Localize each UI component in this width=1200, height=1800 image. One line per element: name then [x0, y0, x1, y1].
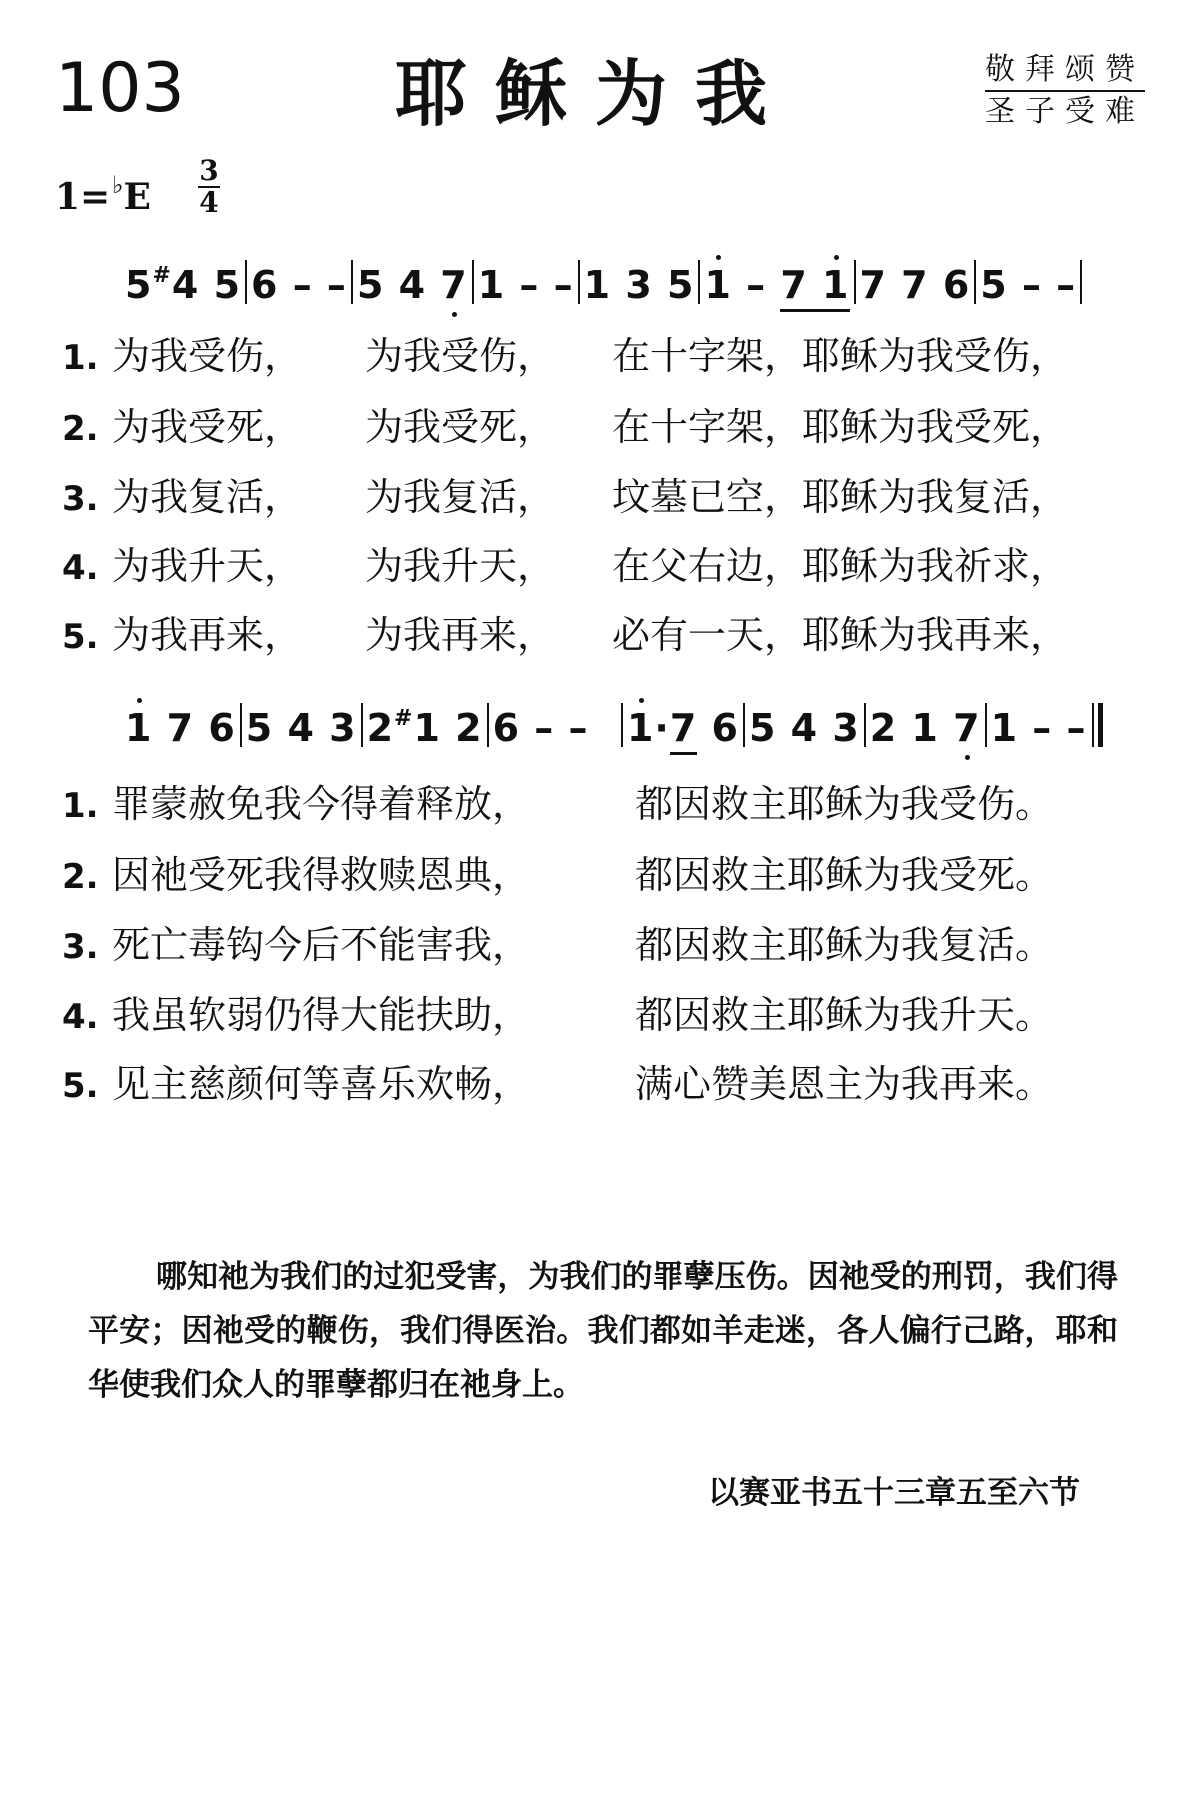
verse-number: 5.	[62, 617, 99, 657]
barline	[245, 260, 247, 304]
measure: 1 2	[413, 706, 483, 750]
verse-line	[62, 782, 531, 826]
verse-number: 3.	[62, 479, 99, 519]
note: 5	[213, 263, 242, 307]
key-signature	[55, 170, 151, 218]
lyric-segment: 在十字架，耶稣为我受伤，	[612, 334, 1069, 378]
final-barline-thin	[1092, 703, 1094, 747]
lyric-segment: 为我受死，	[365, 405, 556, 449]
lyric-segment: 在父右边，耶稣为我祈求，	[612, 544, 1069, 588]
dash: –	[731, 263, 781, 307]
lyric-segment: 在十字架，耶稣为我受死，	[612, 405, 1069, 449]
verse-line	[62, 544, 303, 588]
barline	[1080, 260, 1082, 304]
hymn-number: 103	[55, 49, 185, 128]
dot-extension: ·	[654, 706, 670, 750]
lyric-segment: 为我再来，	[365, 613, 556, 657]
note: 2	[366, 706, 395, 750]
measure: 1 3 5	[583, 263, 695, 307]
barline	[240, 703, 242, 747]
verse-line	[62, 613, 303, 657]
sharp-icon: #	[394, 706, 414, 731]
barline	[472, 260, 474, 304]
category-primary: 敬拜颂赞	[985, 50, 1145, 92]
scripture-reference: 以赛亚书五十三章五至六节	[708, 1475, 1080, 1511]
key-note: E	[123, 176, 151, 218]
scripture-passage	[88, 1250, 1118, 1412]
measure: 5 4	[356, 263, 427, 307]
verse-line	[62, 1062, 531, 1106]
lyric-segment: 都因救主耶稣为我升天。	[635, 993, 1054, 1037]
time-numerator: 3	[199, 154, 219, 187]
lyric-segment: 为我复活，	[112, 475, 303, 519]
lyric-segment: 罪蒙赦免我今得着释放，	[112, 782, 531, 826]
note: 5	[125, 263, 153, 307]
key-prefix: 1=	[55, 176, 111, 218]
note: 6	[697, 706, 739, 750]
verse-number: 1.	[62, 338, 99, 378]
eighth-note-group	[780, 263, 849, 312]
flat-icon: ♭	[112, 170, 124, 199]
lyric-segment: 都因救主耶稣为我受死。	[635, 853, 1054, 897]
lyric-segment: 坟墓已空，耶稣为我复活，	[612, 475, 1069, 519]
lyric-segment: 为我受伤，	[112, 334, 303, 378]
low-note: 7	[953, 706, 981, 750]
lyric-segment: 因祂受死我得救赎恩典，	[112, 853, 531, 897]
barline	[864, 703, 866, 747]
lyric-segment: 为我受伤，	[365, 334, 556, 378]
verse-line	[62, 993, 531, 1037]
hymn-title: 耶稣为我	[395, 52, 796, 136]
lyric-segment: 为我再来，	[112, 613, 303, 657]
lyric-segment: 为我复活，	[365, 475, 556, 519]
lyric-segment: 都因救主耶稣为我受伤。	[635, 782, 1054, 826]
final-barline-thick	[1098, 703, 1103, 747]
verse-number: 2.	[62, 409, 99, 449]
time-signature	[198, 154, 220, 219]
verse-line	[62, 923, 531, 967]
verse-number: 2.	[62, 857, 99, 897]
barline	[351, 260, 353, 304]
scripture-text: 哪知祂为我们的过犯受害，为我们的罪孽压伤。因祂受的刑罚，我们得平安；因祂受的鞭伤，我们得医治。我们都如羊走迷，各人偏行己路，耶和华使我们众人的罪孽都归在祂身上。	[88, 1259, 1118, 1403]
verse-line	[62, 853, 531, 897]
lyric-segment: 为我升天，	[365, 544, 556, 588]
notation-line-1	[125, 260, 1086, 307]
verse-line	[62, 405, 303, 449]
measure: 1 – –	[477, 263, 574, 307]
verse-number: 5.	[62, 1066, 99, 1106]
lyric-segment: 都因救主耶稣为我复活。	[635, 923, 1054, 967]
notation-line-2	[125, 703, 1103, 750]
barline	[361, 703, 363, 747]
low-note: 7	[440, 263, 468, 307]
measure: 2 1	[869, 706, 954, 750]
sharp-icon: #	[152, 263, 172, 288]
barline	[487, 703, 489, 747]
verse-number: 4.	[62, 997, 99, 1037]
lyric-segment: 死亡毒钩今后不能害我，	[112, 923, 531, 967]
verse-line	[62, 334, 303, 378]
lyric-segment: 见主慈颜何等喜乐欢畅，	[112, 1062, 531, 1106]
time-denominator: 4	[199, 186, 219, 219]
barline	[985, 703, 987, 747]
barline	[578, 260, 580, 304]
category-labels	[985, 50, 1145, 132]
note: 4	[171, 263, 200, 307]
high-note: 1	[822, 263, 850, 307]
high-note: 1	[704, 263, 732, 307]
category-secondary: 圣子受难	[985, 94, 1145, 129]
lyric-segment: 为我受死，	[112, 405, 303, 449]
high-note: 1	[626, 706, 655, 750]
verse-line	[62, 475, 303, 519]
measure: 5 4 3	[245, 706, 357, 750]
measure: 6 – –	[492, 706, 589, 750]
lyric-segment: 我虽软弱仍得大能扶助，	[112, 993, 531, 1037]
measure: 7 6	[152, 706, 236, 750]
barline	[974, 260, 976, 304]
verse-number: 3.	[62, 927, 99, 967]
barline	[621, 703, 623, 747]
lyric-segment: 为我升天，	[112, 544, 303, 588]
note: 7	[780, 263, 808, 307]
barline	[854, 260, 856, 304]
measure: 1 – –	[990, 706, 1087, 750]
measure: 7 7 6	[859, 263, 971, 307]
barline	[698, 260, 700, 304]
verse-number: 1.	[62, 786, 99, 826]
lyric-segment: 满心赞美恩主为我再来。	[635, 1062, 1054, 1106]
lyric-segment: 必有一天，耶稣为我再来，	[612, 613, 1069, 657]
barline	[743, 703, 745, 747]
high-note: 1	[125, 706, 153, 750]
measure: 5 – –	[980, 263, 1077, 307]
verse-number: 4.	[62, 548, 99, 588]
measure: 5 4 3	[748, 706, 860, 750]
eighth-note: 7	[670, 706, 697, 755]
measure: 6 – –	[251, 263, 347, 307]
